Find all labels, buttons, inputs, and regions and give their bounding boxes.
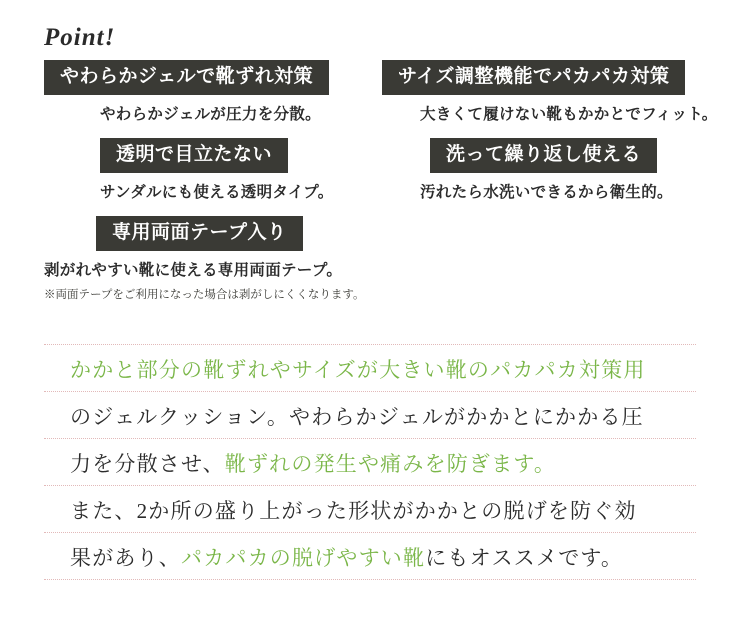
point-label: 洗って繰り返し使える [430,138,657,173]
body-run: かかと部分の靴ずれやサイズが大きい靴のパカパカ対策用 [70,358,646,382]
body-line-text-4 [70,495,637,525]
point-label-wrap [382,60,704,95]
point-heading: Point! [44,24,116,51]
point-desc: 汚れたら水洗いできるから衛生的。 [420,184,673,201]
points-row-3 [44,216,704,302]
point-item-5 [44,216,374,302]
point-item-3 [44,138,374,202]
points-row-1 [44,60,718,124]
point-label-wrap [44,216,374,251]
body-line [44,439,696,486]
point-desc: 大きくて履けない靴もかかとでフィット。 [420,106,718,123]
points-grid [44,60,718,316]
body-line [44,392,696,439]
point-label-wrap [44,138,374,173]
point-item-1 [44,60,374,124]
body-line-text-2 [70,401,644,431]
point-note: ※両面テープをご利用になった場合は剥がしにくくなります。 [44,289,365,301]
body-paragraph [44,344,696,580]
body-run: のジェルクッション。やわらかジェルがかかとにかかる圧 [70,405,644,429]
point-label-wrap [382,138,704,173]
body-run: また、2か所の盛り上がった形状がかかとの脱げを防ぐ効 [70,499,637,523]
point-label: サイズ調整機能でパカパカ対策 [382,60,685,95]
point-item-2 [374,60,718,124]
body-line [44,486,696,533]
body-run: パカパカの脱げやすい靴 [181,546,426,570]
point-label: やわらかジェルで靴ずれ対策 [44,60,329,95]
body-line [44,344,696,392]
point-label: 透明で目立たない [100,138,288,173]
body-run: にもオススメです。 [425,546,624,570]
body-run: 力を分散させ、 [70,452,225,476]
body-run: 靴ずれの発生や痛みを防ぎます。 [224,452,557,476]
point-desc: 剥がれやすい靴に使える専用両面テープ。 [44,262,343,279]
body-run: 果があり、 [70,546,181,570]
body-line-text-5 [70,542,623,572]
body-line-text-3 [70,448,556,478]
points-row-2 [44,138,704,202]
point-label-wrap [44,60,374,95]
point-item-4 [374,138,704,202]
body-line [44,533,696,580]
point-desc: やわらかジェルが圧力を分散。 [100,106,321,123]
point-desc: サンダルにも使える透明タイプ。 [100,184,334,201]
body-line-text-1 [70,354,646,384]
point-label: 専用両面テープ入り [96,216,303,251]
